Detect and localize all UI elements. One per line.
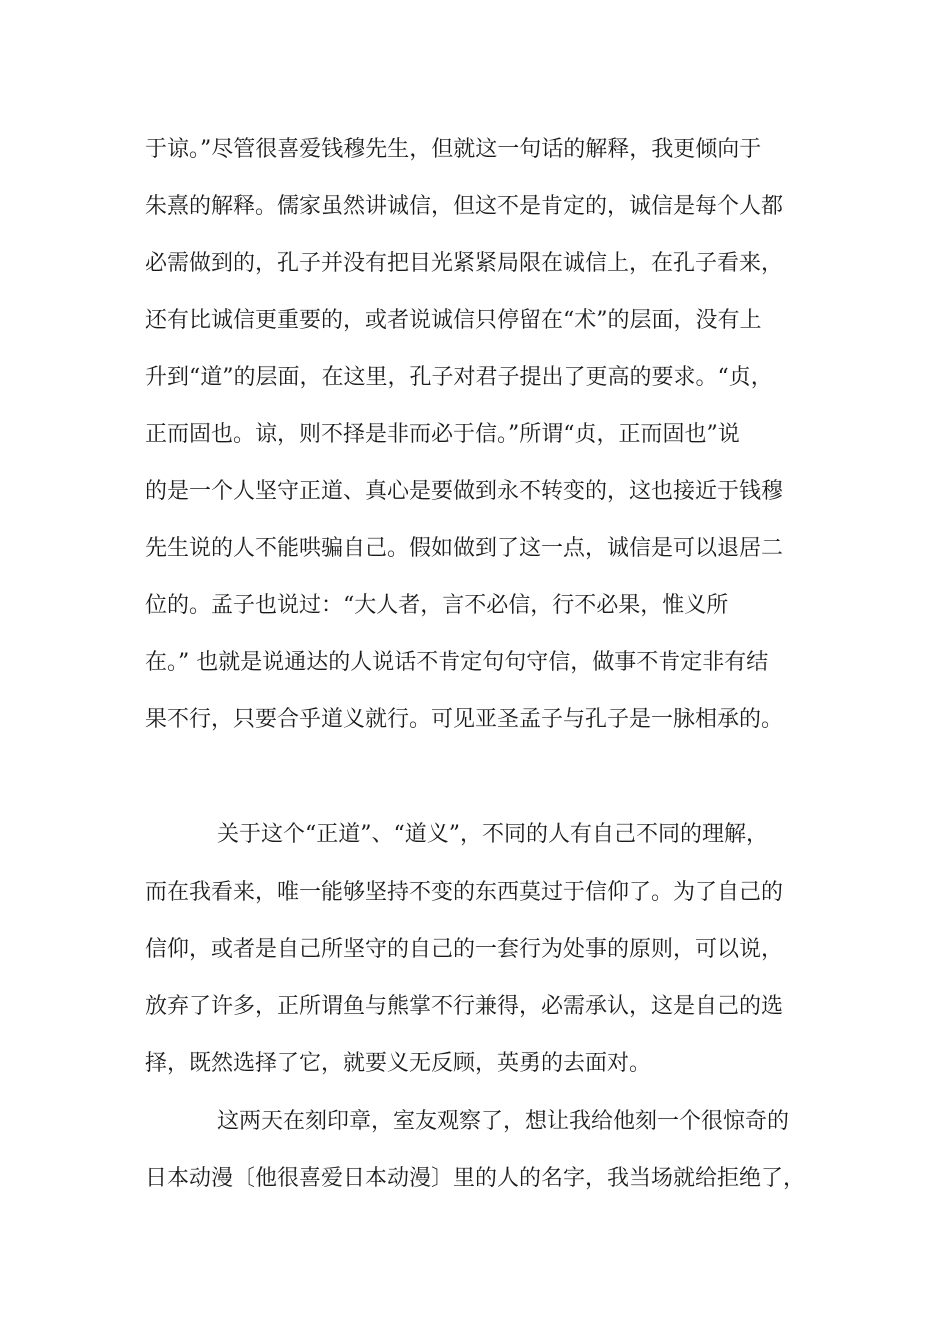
paragraph-2 — [145, 821, 815, 1076]
paragraph-1-line-7: 的是一个人坚守正道、真心是要做到永不转变的，这也接近于钱穆 — [145, 479, 784, 504]
paragraph-2-line-1: 关于这个“正道”、“道义”，不同的人有自己不同的理解， — [217, 822, 768, 847]
paragraph-3 — [145, 1108, 815, 1198]
paragraph-1-line-5: 升到“道”的层面，在这里，孔子对君子提出了更高的要求。“贞， — [145, 365, 773, 390]
paragraph-1-line-3: 必需做到的，孔子并没有把目光紧紧局限在诚信上，在孔子看来， — [145, 251, 784, 276]
paragraph-1-line-6: 正而固也。谅，则不择是非而必于信。”所谓“贞，正而固也”说 — [145, 422, 740, 447]
paragraph-1 — [145, 136, 815, 756]
paragraph-3-line-2: 日本动漫〔他很喜爱日本动漫〕里的人的名字，我当场就给拒绝了， — [145, 1166, 806, 1191]
paragraph-2-line-3: 信仰，或者是自己所坚守的自己的一套行为处事的原则，可以说， — [145, 937, 784, 962]
paragraph-1-line-2: 朱熹的解释。儒家虽然讲诚信，但这不是肯定的，诚信是每个人都 — [145, 194, 784, 219]
paragraph-2-line-2: 而在我看来，唯一能够坚持不变的东西莫过于信仰了。为了自己的 — [145, 880, 784, 905]
paragraph-1-line-10: 在。” 也就是说通达的人说话不肯定句句守信，做事不肯定非有结 — [145, 650, 769, 675]
paragraph-1-line-9: 位的。孟子也说过：“大人者，言不必信，行不必果，惟义所 — [145, 593, 729, 618]
paragraph-3-line-1: 这两天在刻印章，室友观察了，想让我给他刻一个很惊奇的 — [217, 1109, 790, 1134]
paragraph-2-line-4: 放弃了许多，正所谓鱼与熊掌不行兼得，必需承认，这是自己的选 — [145, 994, 784, 1019]
paragraph-1-line-4: 还有比诚信更重要的，或者说诚信只停留在“术”的层面，没有上 — [145, 308, 762, 333]
paragraph-1-line-8: 先生说的人不能哄骗自己。假如做到了这一点，诚信是可以退居二 — [145, 536, 784, 561]
paragraph-1-line-1: 于谅。”尽管很喜爱钱穆先生，但就这一句话的解释，我更倾向于 — [145, 137, 762, 162]
paragraph-2-line-5: 择，既然选择了它，就要义无反顾，英勇的去面对。 — [145, 1051, 652, 1076]
paragraph-1-line-11: 果不行，只要合乎道义就行。可见亚圣孟子与孔子是一脉相承的。 — [145, 707, 784, 732]
